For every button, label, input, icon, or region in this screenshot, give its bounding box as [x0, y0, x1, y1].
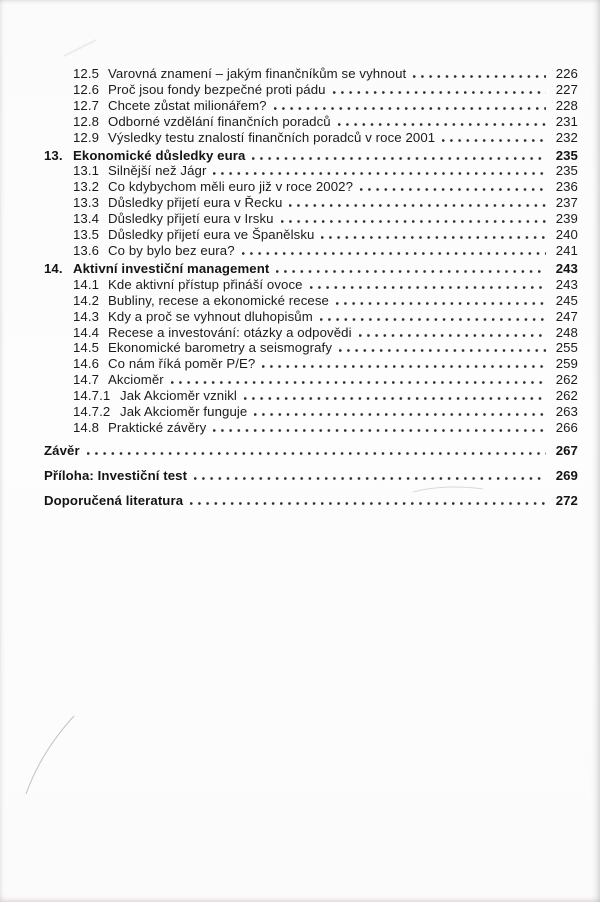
- toc-entry-title: Chcete zůstat milionářem?: [108, 97, 267, 113]
- toc-entry: [44, 325, 578, 341]
- toc-entry-title: Bubliny, recese a ekonomické recese: [108, 292, 329, 308]
- dot-leader: [320, 318, 546, 321]
- toc-entry-title: Jak Akcioměr vznikl: [120, 388, 237, 404]
- toc-entry: [44, 388, 578, 404]
- toc-entry-page: 247: [555, 308, 578, 324]
- toc-entry-page: 262: [555, 372, 578, 388]
- toc-entry: [44, 404, 578, 420]
- toc-entry-page: 263: [555, 404, 578, 420]
- scan-artifact-curve: [26, 716, 74, 794]
- toc-entry-number: 13.3: [73, 195, 100, 211]
- toc-entry-page: 240: [555, 227, 578, 243]
- toc-entry: [44, 66, 578, 82]
- toc-entry-page: 262: [555, 388, 578, 404]
- toc-entry-page: 227: [555, 81, 578, 97]
- toc-entry-page: 269: [555, 467, 578, 483]
- toc-entry-title: Kde aktivní přístup přináší ovoce: [108, 276, 303, 292]
- toc-entry: [44, 98, 578, 114]
- dot-leader: [244, 397, 546, 400]
- toc-entry-page: 243: [555, 260, 578, 276]
- toc-entry-page: 266: [555, 419, 578, 435]
- toc-entry: [44, 243, 578, 259]
- toc-entry: [44, 163, 578, 179]
- toc-entry-number: 12.7: [73, 97, 100, 113]
- toc-entry-page: 245: [555, 292, 578, 308]
- toc-entry-page: 259: [555, 356, 578, 372]
- toc-entry-number: 14.7.1: [73, 388, 111, 404]
- dot-leader: [321, 236, 546, 239]
- toc-entry: [44, 372, 578, 388]
- toc-entry-page: 226: [555, 66, 578, 81]
- toc-entry-page: 232: [555, 129, 578, 145]
- toc-entry: [44, 420, 578, 436]
- dot-leader: [336, 302, 546, 305]
- toc-entry-number: 13.6: [73, 242, 100, 258]
- toc-entry: [44, 148, 578, 164]
- toc-entry-number: 12.6: [73, 81, 100, 97]
- toc-entry-title: Jak Akcioměr funguje: [120, 404, 248, 420]
- toc-entry: [44, 277, 578, 293]
- toc-entry-page: 272: [555, 492, 578, 508]
- toc-entry-number: 12.8: [73, 113, 100, 129]
- toc-entry-page: 243: [555, 276, 578, 292]
- toc-entry-title: Odborné vzdělání finančních poradců: [108, 113, 331, 129]
- toc-entry-page: 235: [555, 163, 578, 179]
- toc-entry-number: 13.2: [73, 179, 100, 195]
- toc-entry-title: Ekonomické barometry a seismografy: [108, 340, 333, 356]
- toc-entry-title: Varovná znamení – jakým finančníkům se vyhnout: [108, 66, 407, 81]
- toc-entry-title: Důsledky přijetí eura v Irsku: [108, 211, 274, 227]
- toc-entry-title: Ekonomické důsledky eura: [73, 147, 246, 163]
- toc-entry: [44, 114, 578, 130]
- toc-entry-title: Příloha: Investiční test: [44, 467, 188, 483]
- dot-leader: [190, 502, 546, 505]
- toc-entry-number: 12.9: [73, 129, 100, 145]
- toc-entry: [44, 261, 578, 277]
- dot-leader: [338, 123, 546, 126]
- dot-leader: [274, 107, 546, 110]
- dot-leader: [213, 429, 546, 432]
- dot-leader: [339, 349, 546, 352]
- toc-entry: [44, 195, 578, 211]
- toc-entry-number: 14.1: [73, 276, 100, 292]
- toc-entry: [44, 130, 578, 146]
- toc-entry-title: Praktické závěry: [108, 419, 207, 435]
- scan-artifact-streak: [64, 40, 96, 56]
- toc-entry-page: 239: [555, 211, 578, 227]
- toc-entry-title: Důsledky přijetí eura v Řecku: [108, 195, 283, 211]
- toc-entry: [44, 309, 578, 325]
- toc-entry-number: 14.7: [73, 372, 100, 388]
- table-of-contents: [44, 66, 578, 509]
- dot-leader: [171, 381, 546, 384]
- dot-leader: [310, 286, 546, 289]
- toc-entry-page: 235: [555, 147, 578, 163]
- toc-entry-page: 248: [555, 324, 578, 340]
- toc-entry-page: 267: [555, 442, 578, 458]
- toc-entry-page: 231: [555, 113, 578, 129]
- toc-entry-number: 13.4: [73, 211, 100, 227]
- toc-entry: [44, 340, 578, 356]
- toc-entry-number: 13.1: [73, 163, 100, 179]
- toc-entry-number: 14.2: [73, 292, 100, 308]
- toc-entry: [44, 468, 578, 484]
- toc-entry-page: 237: [555, 195, 578, 211]
- toc-entry-number: 14.4: [73, 324, 100, 340]
- toc-entry-page: 236: [555, 179, 578, 195]
- toc-entry-title: Závěr: [44, 442, 80, 458]
- toc-entry-title: Výsledky testu znalostí finančních poradců v roce 2001: [108, 129, 436, 145]
- dot-leader: [194, 477, 546, 480]
- dot-leader: [289, 204, 546, 207]
- toc-entry-number: 13.5: [73, 227, 100, 243]
- toc-entry-title: Recese a investování: otázky a odpovědi: [108, 324, 352, 340]
- dot-leader: [333, 91, 546, 94]
- toc-entry-number: 12.5: [73, 66, 100, 81]
- dot-leader: [281, 220, 546, 223]
- toc-entry-title: Důsledky přijetí eura ve Španělsku: [108, 227, 315, 243]
- toc-entry: [44, 82, 578, 98]
- toc-entry-number: 14.: [44, 260, 63, 276]
- toc-entry: [44, 227, 578, 243]
- toc-entry-title: Aktivní investiční management: [73, 260, 270, 276]
- toc-entry-title: Doporučená literatura: [44, 492, 184, 508]
- dot-leader: [276, 270, 546, 273]
- dot-leader: [360, 188, 546, 191]
- toc-entry: [44, 443, 578, 459]
- dot-leader: [442, 139, 546, 142]
- toc-entry: [44, 493, 578, 509]
- toc-entry-title: Proč jsou fondy bezpečné proti pádu: [108, 81, 326, 97]
- dot-leader: [87, 452, 546, 455]
- toc-entry: [44, 179, 578, 195]
- toc-entry-number: 14.8: [73, 419, 100, 435]
- toc-entry-number: 14.3: [73, 308, 100, 324]
- toc-entry-number: 14.7.2: [73, 404, 111, 420]
- toc-entry: [44, 211, 578, 227]
- toc-entry-number: 14.6: [73, 356, 100, 372]
- dot-leader: [213, 172, 546, 175]
- dot-leader: [252, 157, 546, 160]
- dot-leader: [413, 75, 546, 78]
- toc-entry-title: Silnější než Jágr: [108, 163, 207, 179]
- dot-leader: [254, 413, 546, 416]
- toc-entry-number: 13.: [44, 147, 63, 163]
- toc-entry-title: Co kdybychom měli euro již v roce 2002?: [108, 179, 354, 195]
- dot-leader: [242, 252, 546, 255]
- toc-entry-title: Akcioměr: [108, 372, 164, 388]
- toc-entry-page: 241: [555, 242, 578, 258]
- dot-leader: [359, 334, 546, 337]
- toc-entry-title: Co nám říká poměr P/E?: [108, 356, 256, 372]
- toc-entry: [44, 293, 578, 309]
- toc-entry-title: Kdy a proč se vyhnout dluhopisům: [108, 308, 313, 324]
- toc-entry-title: Co by bylo bez eura?: [108, 242, 235, 258]
- toc-entry-number: 14.5: [73, 340, 100, 356]
- toc-entry-page: 228: [555, 97, 578, 113]
- dot-leader: [262, 365, 546, 368]
- toc-entry-page: 255: [555, 340, 578, 356]
- toc-entry: [44, 356, 578, 372]
